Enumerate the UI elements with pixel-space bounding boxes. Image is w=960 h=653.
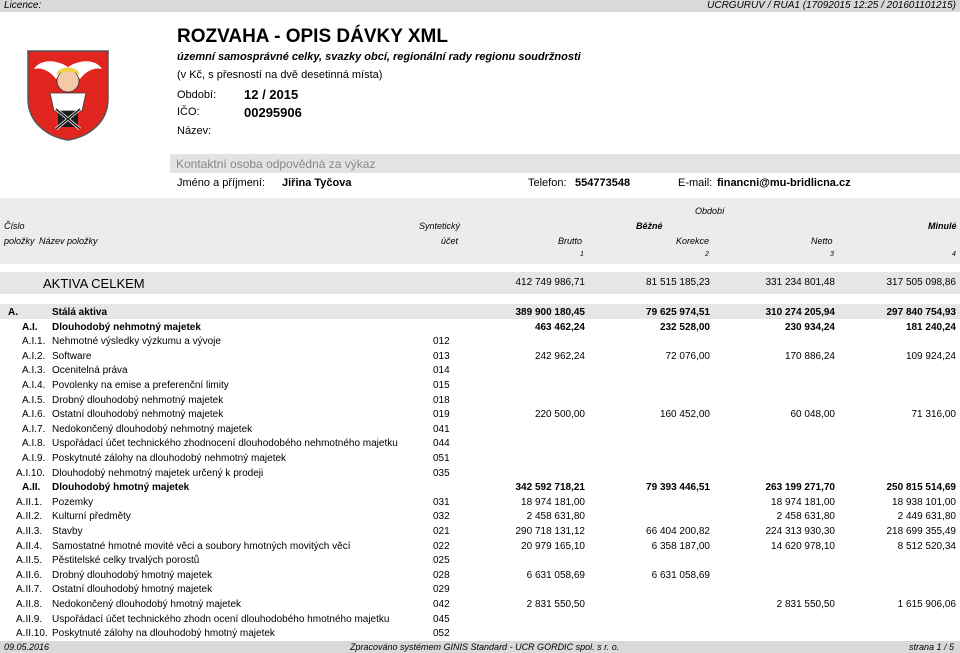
row-account: 051 [433, 453, 450, 464]
row-account: 025 [433, 555, 450, 567]
footer-page: strana 1 / 5 [908, 642, 954, 652]
table-row [0, 612, 960, 627]
row-name: Drobný dlouhodobý hmotný majetek [52, 569, 213, 581]
row-account: 014 [433, 365, 450, 377]
column-header [0, 198, 960, 264]
report-id: UCRGURUV / RUA1 (17092015 12:25 / 201601101215) [707, 0, 956, 11]
row-name: Povolenky na emise a preferenční limity [52, 380, 229, 391]
table-row [0, 378, 960, 393]
row-brutto: 20 979 165,10 [521, 540, 585, 552]
units-note: (v Kč, s přesností na dvě desetinná místa) [177, 69, 383, 81]
row-code: A.II.9. [16, 613, 43, 625]
table-row [0, 553, 960, 568]
row-account: 012 [433, 336, 450, 348]
row-netto: 2 831 550,50 [776, 599, 835, 610]
row-minule: 1 615 906,06 [897, 599, 956, 610]
table-row [0, 568, 960, 583]
row-code: A. [8, 307, 18, 318]
row-minule: 250 815 514,69 [886, 482, 956, 494]
row-name: Ocenitelná práva [52, 365, 128, 377]
row-netto: 310 274 205,94 [765, 307, 835, 318]
page-subtitle: územní samosprávné celky, svazky obcí, regionální rady regionu soudržnosti [177, 51, 581, 63]
row-netto: 2 458 631,80 [776, 511, 835, 523]
row-account: 042 [433, 599, 450, 610]
col-nazev: Název položky [39, 236, 98, 246]
row-name: Ostatní dlouhodobý nehmotný majetek [52, 409, 224, 421]
total-row [0, 272, 960, 294]
row-brutto: 463 462,24 [534, 321, 585, 333]
row-code: A.I.9. [22, 453, 46, 464]
table-row [0, 349, 960, 364]
contact-phone-value: 554773548 [575, 177, 631, 189]
ico-value: 00295906 [244, 105, 302, 120]
row-name: Ostatní dlouhodobý hmotný majetek [52, 584, 213, 596]
total-korekce: 81 515 185,23 [646, 277, 710, 288]
row-account: 021 [433, 526, 450, 537]
row-name: Nedokončený dlouhodobý hmotný majetek [52, 599, 242, 610]
col-index-4: 4 [952, 251, 956, 258]
row-minule: 18 938 101,00 [892, 496, 956, 508]
licence-label: Licence: [4, 0, 42, 11]
table-row [0, 422, 960, 437]
row-brutto: 290 718 131,12 [515, 526, 585, 537]
total-minule: 317 505 098,86 [886, 277, 956, 288]
coat-of-arms-logo [26, 49, 110, 141]
row-account: 045 [433, 613, 450, 625]
row-account: 019 [433, 409, 450, 421]
contact-name-value: Jiřina Tyčova [282, 177, 352, 189]
row-name: Samostatné hmotné movité věci a soubory hmotných movitých věcí [52, 540, 351, 552]
row-code: A.II.1. [16, 496, 43, 508]
row-code: A.I.10. [16, 467, 45, 479]
col-synteticky: Syntetický [419, 221, 461, 231]
row-code: A.I.8. [22, 438, 46, 450]
row-brutto: 18 974 181,00 [521, 496, 585, 508]
col-index-3: 3 [830, 251, 834, 258]
row-name: Poskytnuté zálohy na dlouhodobý nehmotný majetek [52, 453, 287, 464]
table-row [0, 480, 960, 495]
row-name: Drobný dlouhodobý nehmotný majetek [52, 394, 224, 406]
row-korekce: 232 528,00 [659, 321, 710, 333]
row-name: Dlouhodobý nehmotný majetek [52, 321, 201, 333]
row-code: A.II.7. [16, 584, 43, 596]
row-code: A.I.5. [22, 394, 46, 406]
row-name: Pozemky [52, 496, 94, 508]
row-code: A.II.6. [16, 569, 43, 581]
row-korekce: 79 625 974,51 [646, 307, 710, 318]
row-korekce: 72 076,00 [665, 350, 710, 362]
row-minule: 181 240,24 [905, 321, 956, 333]
table-row [0, 495, 960, 510]
row-netto: 263 199 271,70 [765, 482, 835, 494]
row-code: A.I.6. [22, 409, 46, 421]
contact-name-label: Jméno a příjmení: [177, 177, 266, 189]
row-code: A.I.4. [22, 380, 46, 391]
row-name: Nedokončený dlouhodobý nehmotný majetek [52, 423, 253, 435]
row-account: 015 [433, 380, 450, 391]
row-name: Pěstitelské celky trvalých porostů [52, 555, 200, 567]
table-row [0, 407, 960, 422]
row-brutto: 242 962,24 [534, 350, 585, 362]
row-code: A.II.4. [16, 540, 43, 552]
table-row [0, 524, 960, 539]
col-polozky: položky [4, 236, 35, 246]
row-brutto: 2 831 550,50 [526, 599, 585, 610]
table-row [0, 320, 960, 335]
row-account: 041 [433, 423, 450, 435]
row-netto: 230 934,24 [784, 321, 835, 333]
row-minule: 109 924,24 [905, 350, 956, 362]
table-row [0, 436, 960, 451]
col-cislo: Číslo [4, 221, 25, 231]
row-brutto: 2 458 631,80 [526, 511, 585, 523]
row-code: A.I.1. [22, 336, 46, 348]
row-minule: 297 840 754,93 [886, 307, 956, 318]
row-minule: 8 512 520,34 [897, 540, 956, 552]
row-code: A.I. [22, 321, 38, 333]
contact-email-value: financni@mu-bridlicna.cz [717, 177, 851, 189]
row-account: 035 [433, 467, 450, 479]
footer-system: Zpracováno systémem GINIS Standard - UCR GORDIC spol. s r. o. [350, 642, 620, 652]
contact-phone-label: Telefon: [528, 177, 567, 189]
total-netto: 331 234 801,48 [765, 277, 835, 288]
table-row [0, 582, 960, 597]
footer [0, 641, 960, 653]
row-code: A.II.10. [16, 628, 48, 640]
row-code: A.II.2. [16, 511, 43, 523]
col-index-2: 2 [705, 251, 709, 258]
period-value: 12 / 2015 [244, 87, 299, 102]
period-label: Období: [177, 89, 217, 101]
row-name: Dlouhodobý hmotný majetek [52, 482, 190, 494]
footer-date: 09.05.2016 [4, 642, 50, 652]
row-account: 052 [433, 628, 450, 640]
row-account: 032 [433, 511, 450, 523]
row-name: Nehmotné výsledky výzkumu a vývoje [52, 336, 221, 348]
row-account: 018 [433, 394, 450, 406]
row-name: Kulturní předměty [52, 511, 131, 523]
row-code: A.II. [22, 482, 41, 494]
table-row [0, 363, 960, 378]
table-row [0, 305, 960, 320]
col-minule: Minulé [928, 221, 957, 231]
row-name: Dlouhodobý nehmotný majetek určený k prodeji [52, 467, 264, 479]
col-period: Období [695, 206, 725, 216]
table-row [0, 626, 960, 641]
col-bezne: Běžné [636, 221, 663, 231]
row-korekce: 6 358 187,00 [651, 540, 710, 552]
row-account: 044 [433, 438, 450, 450]
contact-section-header [170, 154, 960, 173]
row-code: A.I.7. [22, 423, 46, 435]
row-minule: 2 449 631,80 [897, 511, 956, 523]
col-korekce: Korekce [676, 236, 710, 246]
row-account: 022 [433, 540, 450, 552]
row-brutto: 6 631 058,69 [526, 569, 585, 581]
col-brutto: Brutto [558, 236, 583, 246]
ico-label: IČO: [177, 106, 200, 118]
table-row [0, 334, 960, 349]
row-brutto: 342 592 718,21 [515, 482, 585, 494]
row-netto: 14 620 978,10 [771, 540, 835, 552]
row-account: 028 [433, 569, 450, 581]
row-code: A.I.2. [22, 350, 46, 362]
row-minule: 71 316,00 [911, 409, 956, 421]
contact-email-label: E-mail: [678, 177, 713, 189]
row-korekce: 6 631 058,69 [651, 569, 710, 581]
table-row [0, 509, 960, 524]
table-row [0, 393, 960, 408]
col-ucet: účet [441, 236, 459, 246]
row-brutto: 220 500,00 [534, 409, 585, 421]
name-label: Název: [177, 125, 212, 137]
row-account: 031 [433, 496, 450, 508]
row-netto: 224 313 930,30 [765, 526, 835, 537]
contact-section-title: Kontaktní osoba odpovědná za výkaz [176, 157, 376, 171]
row-account: 029 [433, 584, 450, 596]
row-netto: 18 974 181,00 [771, 496, 835, 508]
total-label: AKTIVA CELKEM [43, 276, 145, 291]
top-bar [0, 0, 960, 12]
row-name: Uspořádací účet technického zhodn ocení dlouhodobého hmotného majetku [52, 613, 390, 625]
col-netto: Netto [811, 236, 833, 246]
row-korekce: 66 404 200,82 [646, 526, 710, 537]
row-brutto: 389 900 180,45 [515, 307, 585, 318]
col-index-1: 1 [580, 251, 584, 258]
table-row [0, 466, 960, 481]
row-netto: 60 048,00 [790, 409, 835, 421]
row-name: Stavby [52, 526, 83, 537]
row-korekce: 79 393 446,51 [646, 482, 710, 494]
row-name: Uspořádací účet technického zhodnocení dlouhodobého nehmotného majetku [52, 438, 398, 450]
row-name: Stálá aktiva [52, 307, 108, 318]
row-name: Software [52, 350, 92, 362]
row-code: A.II.8. [16, 599, 43, 610]
row-netto: 170 886,24 [784, 350, 835, 362]
row-minule: 218 699 355,49 [886, 526, 956, 537]
page-title: ROZVAHA - OPIS DÁVKY XML [177, 26, 448, 47]
table-row [0, 597, 960, 612]
row-code: A.II.3. [16, 526, 43, 537]
row-name: Poskytnuté zálohy na dlouhodobý hmotný majetek [52, 628, 275, 640]
total-brutto: 412 749 986,71 [515, 277, 585, 288]
table-row [0, 451, 960, 466]
row-code: A.I.3. [22, 365, 46, 377]
row-korekce: 160 452,00 [659, 409, 710, 421]
table-row [0, 539, 960, 554]
row-code: A.II.5. [16, 555, 43, 567]
row-account: 013 [433, 350, 450, 362]
